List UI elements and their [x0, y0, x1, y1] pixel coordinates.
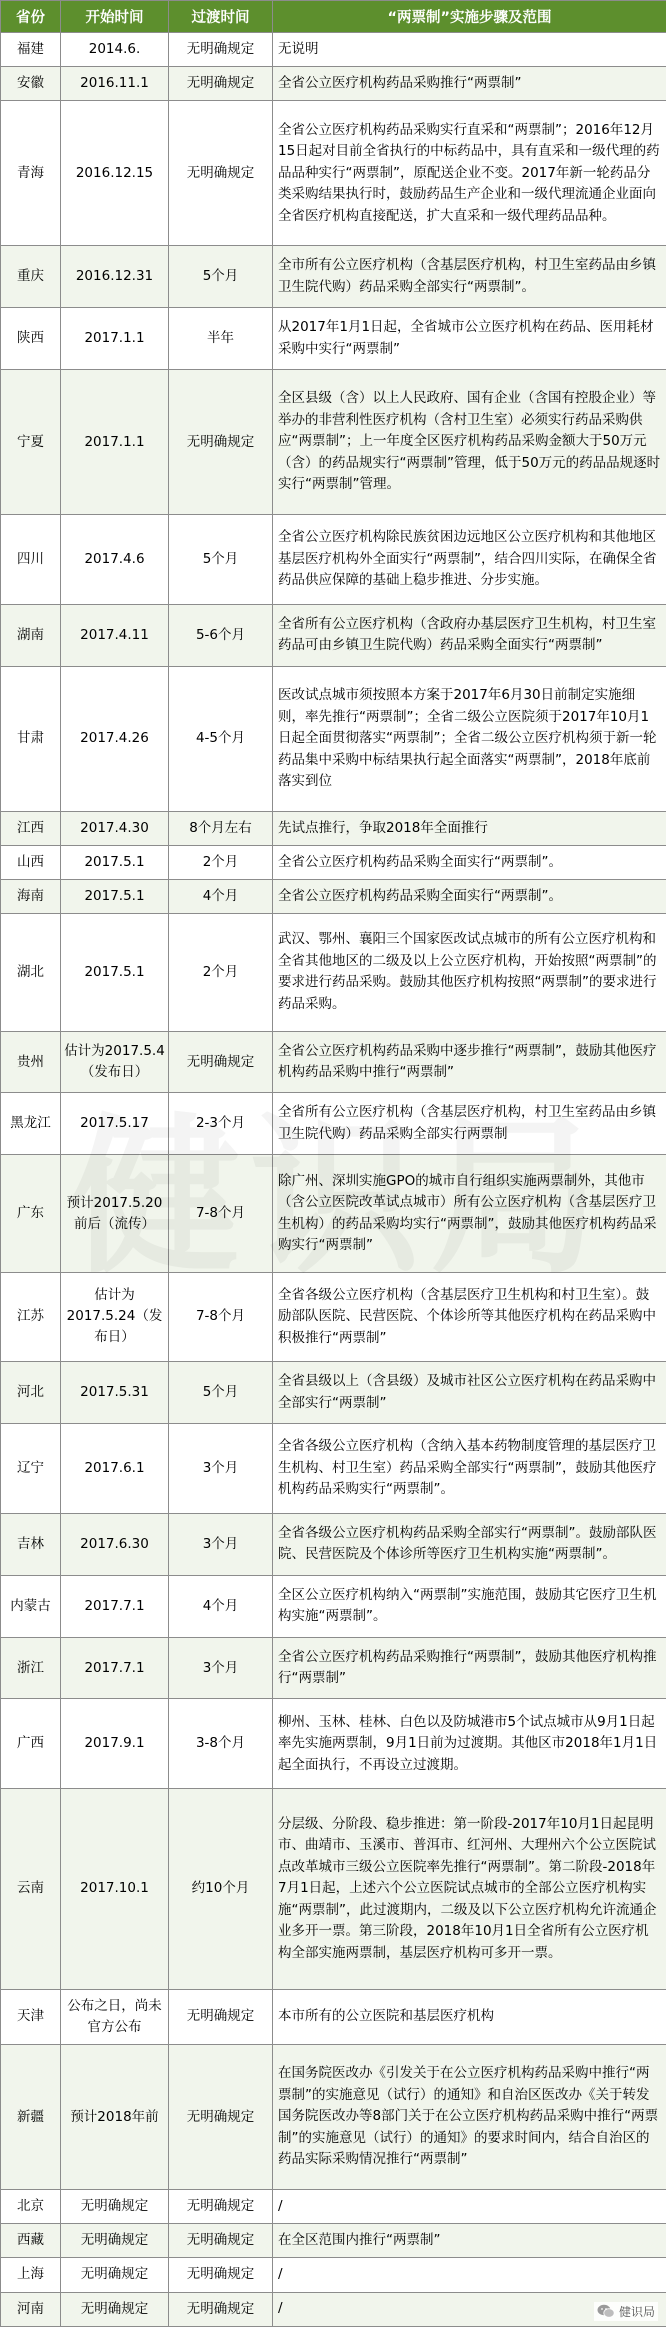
- start-time-cell: 2017.1.1: [61, 308, 169, 370]
- province-cell: 重庆: [1, 246, 61, 308]
- table-row: [1, 370, 666, 515]
- table-row: [1, 1789, 666, 1990]
- province-cell: 黑龙江: [1, 1093, 61, 1155]
- start-time-cell: 2016.12.31: [61, 246, 169, 308]
- transition-time-cell: 无明确规定: [169, 1989, 273, 2044]
- scope-cell: 医改试点城市须按照本方案于2017年6月30日前制定实施细则，率先推行“两票制”；全省二级公立医院须于2017年10月1日起全面贯彻落实“两票制”；全省二级公立医疗机构须于新一轮药品集中采购中标结果执行起全面落实“两票制”，2018年底前落实到位: [273, 666, 666, 811]
- province-cell: 福建: [1, 33, 61, 67]
- scope-cell: 全省各级公立医疗机构（含基层医疗卫生机构和村卫生室）。鼓励部队医院、民营医院、个体诊所等其他医疗机构在药品采购中积极推行“两票制”: [273, 1272, 666, 1362]
- province-cell: 辽宁: [1, 1424, 61, 1514]
- province-cell: 山西: [1, 845, 61, 879]
- scope-cell: 在国务院医改办《引发关于在公立医疗机构药品采购中推行“两票制”的实施意见（试行）的通知》和自治区医改办《关于转发国务院医改办等8部门关于在公立医疗机构药品采购中推行“两票制”的实施意见（试行）的通知》的要求时间内，结合自治区的药品实际采购情况推行“两票制”: [273, 2045, 666, 2190]
- transition-time-cell: 5个月: [169, 515, 273, 605]
- start-time-cell: 估计为2017.5.4（发布日）: [61, 1031, 169, 1093]
- scope-cell: 全省所有公立医疗机构（含政府办基层医疗卫生机构，村卫生室药品可由乡镇卫生院代购）药品采购全面实行“两票制”: [273, 604, 666, 666]
- scope-cell: 先试点推行，争取2018年全面推行: [273, 811, 666, 845]
- start-time-cell: 2017.9.1: [61, 1699, 169, 1789]
- transition-time-cell: 5-6个月: [169, 604, 273, 666]
- transition-time-cell: 无明确规定: [169, 2258, 273, 2292]
- table-row: [1, 2292, 666, 2326]
- table-row: [1, 1362, 666, 1424]
- province-cell: 贵州: [1, 1031, 61, 1093]
- transition-time-cell: 无明确规定: [169, 370, 273, 515]
- table-row: [1, 1155, 666, 1272]
- table-row: [1, 246, 666, 308]
- start-time-cell: 公布之日，尚未官方公布: [61, 1989, 169, 2044]
- province-cell: 广西: [1, 1699, 61, 1789]
- start-time-cell: 2017.5.1: [61, 880, 169, 914]
- scope-cell: 全区公立医疗机构纳入“两票制”实施范围，鼓励其它医疗卫生机构实施“两票制”。: [273, 1575, 666, 1637]
- scope-cell: 全省公立医疗机构药品采购全面实行“两票制”。: [273, 845, 666, 879]
- table-row: [1, 515, 666, 605]
- start-time-cell: 2017.4.30: [61, 811, 169, 845]
- start-time-cell: 无明确规定: [61, 2292, 169, 2326]
- scope-cell: 无说明: [273, 33, 666, 67]
- table-row: [1, 1575, 666, 1637]
- scope-cell: 在全区范围内推行“两票制”: [273, 2224, 666, 2258]
- transition-time-cell: 无明确规定: [169, 101, 273, 246]
- start-time-cell: 估计为2017.5.24（发布日）: [61, 1272, 169, 1362]
- logo-text: 健识局: [618, 2305, 655, 2319]
- transition-time-cell: 无明确规定: [169, 2190, 273, 2224]
- scope-cell: 全省各级公立医疗机构药品采购全部实行“两票制”。鼓励部队医院、民营医院及个体诊所等医疗卫生机构实施“两票制”。: [273, 1513, 666, 1575]
- scope-cell: 除广州、深圳实施GPO的城市自行组织实施两票制外，其他市（含公立医院改革试点城市）所有公立医疗机构（含基层医疗卫生机构）的药品采购均实行“两票制”，鼓励其他医疗机构药品采购实行“两票制”: [273, 1155, 666, 1272]
- scope-cell: 全省公立医疗机构药品采购全面实行“两票制”。: [273, 880, 666, 914]
- transition-time-cell: 无明确规定: [169, 67, 273, 101]
- table-row: [1, 2258, 666, 2292]
- transition-time-cell: 无明确规定: [169, 2292, 273, 2326]
- scope-cell: /: [273, 2190, 666, 2224]
- province-cell: 天津: [1, 1989, 61, 2044]
- start-time-cell: 无明确规定: [61, 2190, 169, 2224]
- province-cell: 甘肃: [1, 666, 61, 811]
- province-cell: 江西: [1, 811, 61, 845]
- transition-time-cell: 5个月: [169, 246, 273, 308]
- table-row: [1, 1272, 666, 1362]
- table-row: [1, 914, 666, 1031]
- start-time-cell: 2017.1.1: [61, 370, 169, 515]
- start-time-cell: 2017.10.1: [61, 1789, 169, 1990]
- start-time-cell: 2014.6.: [61, 33, 169, 67]
- province-cell: 广东: [1, 1155, 61, 1272]
- scope-cell: 全省所有公立医疗机构（含基层医疗机构，村卫生室药品由乡镇卫生院代购）药品采购全部实行两票制: [273, 1093, 666, 1155]
- header-scope: “两票制”实施步骤及范围: [273, 1, 666, 33]
- header-start-time: 开始时间: [61, 1, 169, 33]
- table-row: [1, 880, 666, 914]
- start-time-cell: 预计2017.5.20前后（流传）: [61, 1155, 169, 1272]
- transition-time-cell: 4个月: [169, 880, 273, 914]
- province-cell: 河北: [1, 1362, 61, 1424]
- start-time-cell: 2017.5.17: [61, 1093, 169, 1155]
- scope-cell: 全省公立医疗机构药品采购推行“两票制”，鼓励其他医疗机构推行“两票制”: [273, 1637, 666, 1699]
- scope-cell: 全省公立医疗机构除民族贫困边远地区公立医疗机构和其他地区基层医疗机构外全面实行“两票制”，结合四川实际，在确保全省药品供应保障的基础上稳步推进、分步实施。: [273, 515, 666, 605]
- table-row: [1, 666, 666, 811]
- start-time-cell: 2017.5.1: [61, 845, 169, 879]
- transition-time-cell: 无明确规定: [169, 33, 273, 67]
- transition-time-cell: 3个月: [169, 1637, 273, 1699]
- table-row: [1, 33, 666, 67]
- transition-time-cell: 无明确规定: [169, 2045, 273, 2190]
- wechat-icon: [597, 2304, 615, 2319]
- scope-cell: 全省公立医疗机构药品采购中逐步推行“两票制”，鼓励其他医疗机构药品采购中推行“两票制”: [273, 1031, 666, 1093]
- table-row: [1, 1699, 666, 1789]
- start-time-cell: 2016.12.15: [61, 101, 169, 246]
- header-province: 省份: [1, 1, 61, 33]
- scope-cell: 全省公立医疗机构药品采购实行直采和“两票制”；2016年12月15日起对目前全省执行的中标药品中，具有直采和一级代理的药品品种实行“两票制”，原配送企业不变。2017年新一轮药品分类采购结果执行时，鼓励药品生产企业和一级代理流通企业面向全省医疗机构直接配送，扩大直采和一级代理药品品种。: [273, 101, 666, 246]
- scope-cell: 全省县级以上（含县级）及城市社区公立医疗机构在药品采购中全部实行“两票制”: [273, 1362, 666, 1424]
- scope-cell: 柳州、玉林、桂林、白色以及防城港市5个试点城市从9月1日起率先实施两票制，9月1日前为过渡期。其他区市2018年1月1日起全面执行，不再设立过渡期。: [273, 1699, 666, 1789]
- scope-cell: 全省各级公立医疗机构（含纳入基本药物制度管理的基层医疗卫生机构、村卫生室）药品采购全部实行“两票制”，鼓励其他医疗机构药品采购实行“两票制”。: [273, 1424, 666, 1514]
- table-header: [1, 1, 666, 33]
- table-row: [1, 1424, 666, 1514]
- table-row: [1, 1637, 666, 1699]
- province-cell: 河南: [1, 2292, 61, 2326]
- transition-time-cell: 3个月: [169, 1513, 273, 1575]
- transition-time-cell: 4-5个月: [169, 666, 273, 811]
- start-time-cell: 2017.6.1: [61, 1424, 169, 1514]
- start-time-cell: 2017.6.30: [61, 1513, 169, 1575]
- province-cell: 新疆: [1, 2045, 61, 2190]
- scope-cell: /: [273, 2292, 666, 2326]
- transition-time-cell: 8个月左右: [169, 811, 273, 845]
- scope-cell: 全区县级（含）以上人民政府、国有企业（含国有控股企业）等举办的非营利性医疗机构（含村卫生室）必须实行药品采购供应“两票制”；上一年度全区医疗机构药品采购金额大于50万元（含）的药品规实行“两票制”管理，低于50万元的药品品规逐时实行“两票制”管理。: [273, 370, 666, 515]
- province-cell: 江苏: [1, 1272, 61, 1362]
- transition-time-cell: 2-3个月: [169, 1093, 273, 1155]
- transition-time-cell: 7-8个月: [169, 1272, 273, 1362]
- transition-time-cell: 5个月: [169, 1362, 273, 1424]
- table-row: [1, 101, 666, 246]
- table-row: [1, 308, 666, 370]
- table-row: [1, 1513, 666, 1575]
- province-cell: 云南: [1, 1789, 61, 1990]
- table-row: [1, 67, 666, 101]
- province-cell: 西藏: [1, 2224, 61, 2258]
- province-cell: 湖南: [1, 604, 61, 666]
- scope-cell: 本市所有的公立医院和基层医疗机构: [273, 1989, 666, 2044]
- transition-time-cell: 半年: [169, 308, 273, 370]
- province-cell: 湖北: [1, 914, 61, 1031]
- start-time-cell: 2017.5.1: [61, 914, 169, 1031]
- table-body: [1, 33, 666, 2327]
- province-cell: 陕西: [1, 308, 61, 370]
- start-time-cell: 2017.7.1: [61, 1575, 169, 1637]
- transition-time-cell: 7-8个月: [169, 1155, 273, 1272]
- scope-cell: 全省公立医疗机构药品采购推行“两票制”: [273, 67, 666, 101]
- header-transition-time: 过渡时间: [169, 1, 273, 33]
- start-time-cell: 2017.7.1: [61, 1637, 169, 1699]
- transition-time-cell: 无明确规定: [169, 1031, 273, 1093]
- province-cell: 海南: [1, 880, 61, 914]
- scope-cell: 武汉、鄂州、襄阳三个国家医改试点城市的所有公立医疗机构和全省其他地区的二级及以上公立医疗机构，开始按照“两票制”的要求进行药品采购。鼓励其他医疗机构按照“两票制”的要求进行药品采购。: [273, 914, 666, 1031]
- table-row: [1, 604, 666, 666]
- table-row: [1, 2190, 666, 2224]
- transition-time-cell: 3-8个月: [169, 1699, 273, 1789]
- province-cell: 内蒙古: [1, 1575, 61, 1637]
- province-cell: 安徽: [1, 67, 61, 101]
- scope-cell: 分层级、分阶段、稳步推进：第一阶段-2017年10月1日起昆明市、曲靖市、玉溪市、普洱市、红河州、大理州六个公立医院试点改革城市三级公立医院率先推行“两票制”。第二阶段-2018年7月1日起，上述六个公立医院试点城市的全部公立医疗机构实施“两票制”，此过渡期内，二级及以下公立医疗机构允许流通企业多开一票。第三阶段，2018年10月1日全省所有公立医疗机构全部实施两票制，基层医疗机构可多开一票。: [273, 1789, 666, 1990]
- start-time-cell: 预计2018年前: [61, 2045, 169, 2190]
- table-row: [1, 1093, 666, 1155]
- logo: [594, 2302, 658, 2321]
- transition-time-cell: 约10个月: [169, 1789, 273, 1990]
- table-row: [1, 1989, 666, 2044]
- table-row: [1, 2224, 666, 2258]
- scope-cell: 全市所有公立医疗机构（含基层医疗机构，村卫生室药品由乡镇卫生院代购）药品采购全部实行“两票制”。: [273, 246, 666, 308]
- start-time-cell: 2017.4.11: [61, 604, 169, 666]
- scope-cell: /: [273, 2258, 666, 2292]
- transition-time-cell: 4个月: [169, 1575, 273, 1637]
- table-row: [1, 2045, 666, 2190]
- transition-time-cell: 2个月: [169, 845, 273, 879]
- transition-time-cell: 2个月: [169, 914, 273, 1031]
- table-row: [1, 811, 666, 845]
- table-row: [1, 845, 666, 879]
- table-row: [1, 1031, 666, 1093]
- start-time-cell: 无明确规定: [61, 2258, 169, 2292]
- start-time-cell: 2016.11.1: [61, 67, 169, 101]
- transition-time-cell: 无明确规定: [169, 2224, 273, 2258]
- start-time-cell: 2017.4.6: [61, 515, 169, 605]
- province-cell: 宁夏: [1, 370, 61, 515]
- province-cell: 北京: [1, 2190, 61, 2224]
- start-time-cell: 2017.4.26: [61, 666, 169, 811]
- start-time-cell: 2017.5.31: [61, 1362, 169, 1424]
- scope-cell: 从2017年1月1日起，全省城市公立医疗机构在药品、医用耗材采购中实行“两票制”: [273, 308, 666, 370]
- province-cell: 吉林: [1, 1513, 61, 1575]
- header-row: [1, 1, 666, 33]
- start-time-cell: 无明确规定: [61, 2224, 169, 2258]
- province-cell: 青海: [1, 101, 61, 246]
- province-cell: 四川: [1, 515, 61, 605]
- province-cell: 上海: [1, 2258, 61, 2292]
- province-cell: 浙江: [1, 1637, 61, 1699]
- transition-time-cell: 3个月: [169, 1424, 273, 1514]
